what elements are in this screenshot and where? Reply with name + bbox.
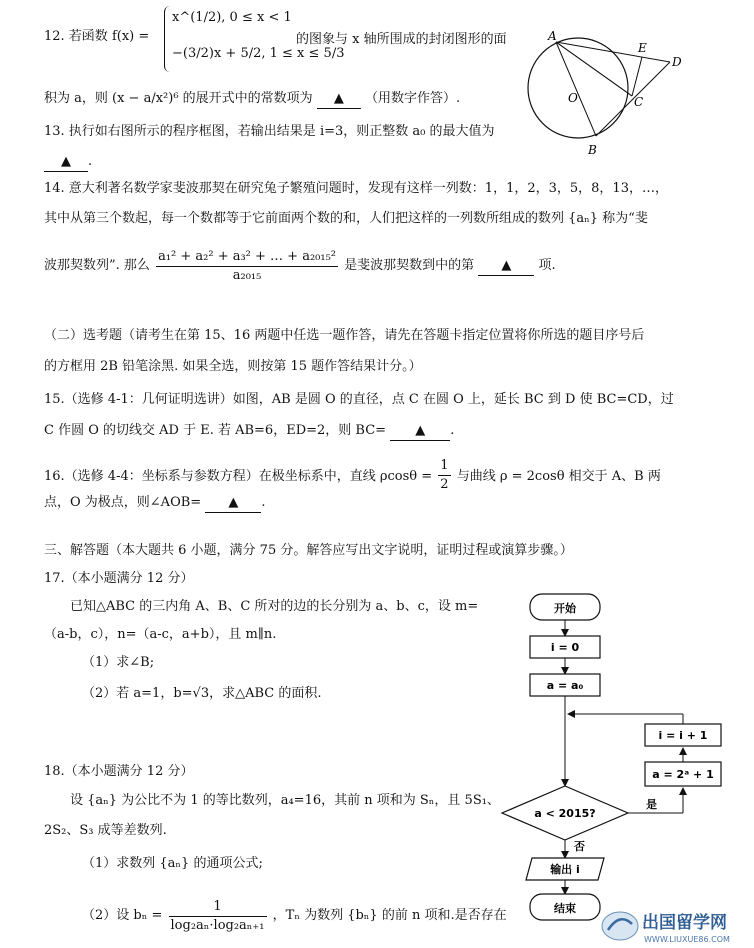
part3-title: 三、解答题（本大题共 6 小题，满分 75 分。解答应写出文字说明，证明过程或演算步骤。） — [44, 543, 573, 558]
q18-line2: 2S₂、S₃ 成等差数列. — [44, 823, 167, 838]
watermark-url: WWW.LIUXUE86.COM — [644, 935, 730, 944]
q15-line1: 15.（选修 4-1：几何证明选讲）如图，AB 是圆 O 的直径，点 C 在圆 O 上，延长 BC 到 D 使 BC=CD，过 — [44, 392, 674, 407]
q18-head: 18.（本小题满分 12 分） — [44, 764, 194, 779]
part2-line2: 的方框用 2B 铅笔涂黑. 如果全选，则按第 15 题作答结果计分。） — [44, 359, 422, 374]
label-b: B — [588, 143, 597, 157]
q14-line1: 14. 意大利著名数学家斐波那契在研究兔子繁殖问题时，发现有这样一列数：1，1，2，3，5，8，13，…， — [44, 181, 668, 196]
tangent-ce — [632, 57, 642, 96]
q12-piece1: x^(1/2), 0 ≤ x < 1 — [172, 10, 292, 25]
q12-answer-blank: ▲ — [317, 90, 361, 109]
line-ad — [556, 42, 670, 62]
flow-init-i-label: i = 0 — [550, 641, 580, 654]
q14-answer-blank: ▲ — [478, 257, 534, 276]
q17-head: 17.（本小题满分 12 分） — [44, 571, 194, 586]
geometry-figure — [520, 26, 700, 166]
flow-increment-label: i = i + 1 — [658, 729, 708, 742]
q12-line1 — [44, 28, 149, 46]
q18-sub1: （1）求数列 {aₙ} 的通项公式; — [82, 856, 263, 871]
label-e: E — [638, 41, 647, 55]
watermark-icon — [602, 912, 638, 940]
q12-piecewise-brace — [164, 6, 171, 72]
q16-line2 — [44, 494, 265, 513]
q12-line2-post: （用数字作答）. — [364, 91, 461, 106]
q14-line3 — [44, 248, 556, 285]
q16-frac-num: 1 — [438, 457, 450, 476]
q13-end: . — [88, 154, 93, 169]
watermark-brand: 出国留学网 — [642, 913, 727, 933]
q14-line3-mid: 是斐波那契数到中的第 — [344, 258, 475, 273]
label-c: C — [634, 95, 644, 109]
q18-frac-den: log₂aₙ·log₂aₙ₊₁ — [170, 918, 265, 933]
q15-answer-blank: ▲ — [390, 422, 450, 441]
q18-sub2-post: ，Tₙ 为数列 {bₙ} 的前 n 项和.是否存在 — [272, 908, 507, 923]
q14-line3-post: 项. — [538, 258, 556, 273]
site-watermark-logo — [598, 904, 754, 948]
label-o: O — [568, 91, 578, 105]
q13-line2 — [44, 153, 92, 172]
q16-end: . — [261, 495, 266, 510]
q14-frac-den: a₂₀₁₅ — [232, 268, 262, 283]
q18-fraction — [169, 898, 267, 935]
q12-piece2: −(3/2)x + 5/2, 1 ≤ x ≤ 5/3 — [172, 46, 345, 61]
q15-line2-pre: C 作圆 O 的切线交 AD 于 E. 若 AB=6，ED=2，则 BC= — [44, 423, 387, 438]
q18-line1: 设 {aₙ} 为公比不为 1 的等比数列，a₄=16，其前 n 项和为 Sₙ，且 5S₁、 — [70, 793, 500, 808]
q16-line1-pre: 16.（选修 4-4：坐标系与参数方程）在极坐标系中，直线 ρcosθ = — [44, 469, 433, 484]
flow-init-a-label: a = a₀ — [546, 679, 584, 692]
q17-sub1: （1）求∠B; — [82, 655, 155, 670]
label-d: D — [672, 55, 682, 69]
q14-frac-num: a₁² + a₂² + a₃² + … + a₂₀₁₅² — [156, 248, 338, 267]
q12-suffix: 的图象与 x 轴所围成的封闭图形的面 — [296, 32, 507, 47]
q16-line1-post: 与曲线 ρ = 2cosθ 相交于 A、B 两 — [456, 469, 661, 484]
flow-output-label: 输出 i — [550, 863, 580, 876]
q15-end: . — [450, 423, 455, 438]
q17-line2: （a-b，c），n=（a-c，a+b），且 m∥n. — [44, 627, 277, 642]
flow-no-label: 否 — [574, 840, 585, 853]
q17-sub2: （2）若 a=1，b=√3，求△ABC 的面积. — [82, 686, 322, 701]
flow-start-label: 开始 — [554, 602, 576, 615]
q15-line2 — [44, 422, 454, 441]
flow-update-a-label: a = 2ᵃ + 1 — [652, 768, 714, 781]
q16-line1 — [44, 457, 661, 494]
q18-sub2-pre: （2）设 bₙ = — [82, 908, 163, 923]
q16-frac-den: 2 — [440, 477, 449, 492]
q16-fraction — [438, 457, 450, 494]
flow-yes-label: 是 — [646, 798, 657, 811]
q12-line2-text: 积为 a，则 (x − a/x²)⁶ 的展开式中的常数项为 — [44, 91, 313, 106]
q14-fraction — [156, 248, 338, 285]
q13-answer-blank: ▲ — [44, 153, 88, 172]
program-flowchart — [498, 588, 728, 933]
label-a: A — [548, 29, 557, 43]
circle-o — [528, 38, 628, 138]
part2-line1: （二）选考题（请考生在第 15、16 两题中任选一题作答，请先在答题卡指定位置将你所选的题目序号后 — [44, 328, 645, 343]
q14-line3-pre: 波那契数列”. 那么 — [44, 258, 150, 273]
q18-frac-num: 1 — [169, 898, 267, 917]
q14-line2: 其中从第三个数起，每一个数都等于它前面两个数的和，人们把这样的一列数所组成的数列 {aₙ} 称为“斐 — [44, 211, 648, 226]
q18-sub2 — [82, 898, 507, 935]
line-bd — [596, 62, 670, 136]
q13-line1: 13. 执行如右图所示的程序框图，若输出结果是 i=3，则正整数 a₀ 的最大值为 — [44, 124, 495, 139]
q12-line2 — [44, 90, 460, 109]
q17-line1: 已知△ABC 的三内角 A、B、C 所对的边的长分别为 a、b、c，设 m= — [70, 599, 479, 614]
flow-condition-label: a < 2015? — [534, 807, 596, 820]
flow-end-label: 结束 — [554, 902, 576, 915]
q12-prefix: 12. 若函数 f(x) = — [44, 29, 150, 44]
q16-line2-pre: 点，O 为极点，则∠AOB= — [44, 495, 202, 510]
q16-answer-blank: ▲ — [205, 494, 261, 513]
